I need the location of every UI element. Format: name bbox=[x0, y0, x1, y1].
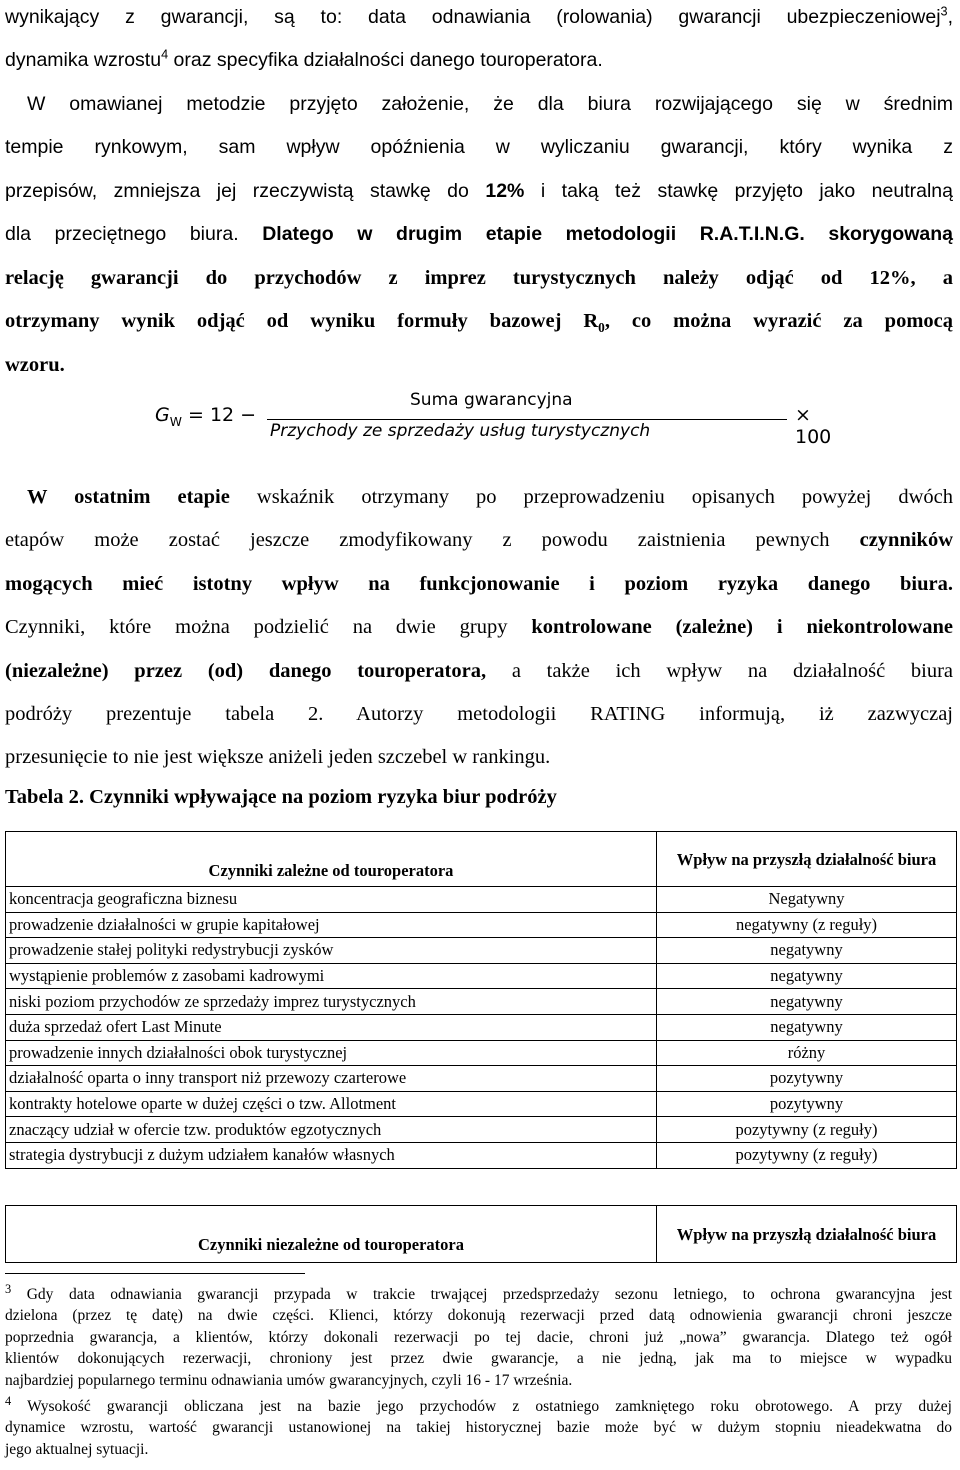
formula-denominator: Przychody ze sprzedaży usług turystycznych bbox=[270, 421, 651, 441]
formula-fraction-bar bbox=[267, 419, 787, 420]
intro-line-2: dynamika wzrostu$^4$ oraz specyfika działalności danego touroperatora. bbox=[5, 47, 603, 72]
footnote-separator bbox=[5, 1273, 305, 1274]
factor-cell: wystąpienie problemów z zasobami kadrowymi bbox=[6, 963, 657, 989]
table-row bbox=[6, 887, 957, 913]
dependent-factors-table bbox=[5, 831, 957, 1169]
method-line-3: przepisów, zmniejsza jej rzeczywistą stawkę do 12% i taką też stawkę przyjęto jako neutralną bbox=[5, 179, 953, 202]
intro-paragraph bbox=[5, 0, 953, 83]
dependent-factors-rows bbox=[6, 887, 957, 1169]
rating-formula bbox=[155, 388, 832, 448]
impact-cell: pozytywny (z reguły) bbox=[657, 1142, 957, 1168]
last-stage-line-1: W ostatnim etapie wskaźnik otrzymany po przeprowadzeniu opisanych powyżej dwóch bbox=[27, 486, 953, 508]
table-row bbox=[6, 1040, 957, 1066]
method-line-7: wzoru. bbox=[5, 353, 65, 376]
table-row bbox=[6, 938, 957, 964]
impact-cell: różny bbox=[657, 1040, 957, 1066]
impact-cell: Negatywny bbox=[657, 887, 957, 913]
method-line-6: otrzymany wynik odjąć od wyniku formuły bazowej $R_0$, co można wyrazić za pomocą bbox=[5, 310, 953, 336]
impact-cell: pozytywny bbox=[657, 1066, 957, 1092]
impact-cell: negatywny bbox=[657, 989, 957, 1015]
header-future-impact: Wpływ na przyszłą działalność biura bbox=[657, 1206, 957, 1263]
last-stage-line-5: (niezależne) przez (od) danego touroperatora, a także ich wpływ na działalność biura bbox=[5, 659, 954, 682]
impact-cell: pozytywny (z reguły) bbox=[657, 1117, 957, 1143]
factor-cell: duża sprzedaż ofert Last Minute bbox=[6, 1014, 657, 1040]
method-line-1: W omawianej metodzie przyjęto założenie, że dla biura rozwijającego się w średnim bbox=[27, 93, 953, 115]
header-future-impact: Wpływ na przyszłą działalność biura bbox=[657, 832, 957, 887]
table-row bbox=[6, 963, 957, 989]
last-stage-line-4: Czynniki, które można podzielić na dwie grupy kontrolowane (zależne) i niekontrolowane bbox=[5, 616, 953, 639]
footnote-3: $^3$ Gdy data odnawiania gwarancji przypada w trakcie trwającej przedsprzedaży sezonu letniego, to ochrona gwarancyjna jest dzielona (przez tę datę) na dwie części. Klienci, którzy dokonują rezerwacji przed datą odnowienia gwarancji chroni jeszcze poprzednia gwarancja, a klientów, którzy dokonali rezerwacji po tej dacie, chroni już „nowa” gwarancja. Dlatego też ogół klientów dokonujących rezerwacji, chroniony jest przez dwie gwarancje, a nie jedną, jak ma to miejsce w wypadku najbardziej popularnego terminu odnawiania umów gwarancyjnych, czyli 16 - 17 września. bbox=[5, 1281, 953, 1389]
last-stage-line-2: etapów może zostać jeszcze zmodyfikowany z powodu zaistnienia pewnych czynników bbox=[5, 529, 953, 552]
header-dependent-factors: Czynniki zależne od touroperatora bbox=[6, 832, 657, 887]
factor-cell: działalność oparta o inny transport niż przewozy czarterowe bbox=[6, 1066, 657, 1092]
impact-cell: pozytywny bbox=[657, 1091, 957, 1117]
independent-factors-table bbox=[5, 1205, 957, 1263]
table-row bbox=[6, 1091, 957, 1117]
table-caption: Tabela 2. Czynniki wpływające na poziom ryzyka biur podróży bbox=[5, 786, 557, 808]
footnote-mark-4: 4 bbox=[5, 1393, 12, 1408]
table-row bbox=[6, 912, 957, 938]
impact-cell: negatywny bbox=[657, 963, 957, 989]
formula-lhs: $G_W = 12$ − bbox=[155, 404, 257, 429]
table-row bbox=[6, 1014, 957, 1040]
method-line-4: dla przeciętnego biura. Dlatego w drugim etapie metodologii R.A.T.I.N.G. skorygowaną bbox=[5, 223, 953, 246]
last-stage-line-3: mogących mieć istotny wpływ na funkcjonowanie i poziom ryzyka danego biura. bbox=[5, 572, 953, 595]
factor-cell: prowadzenie innych działalności obok turystycznej bbox=[6, 1040, 657, 1066]
method-paragraph bbox=[5, 83, 953, 257]
impact-cell: negatywny bbox=[657, 938, 957, 964]
factor-cell: prowadzenie działalności w grupie kapitałowej bbox=[6, 912, 657, 938]
table-row bbox=[6, 989, 957, 1015]
footnote-ref-4[interactable]: 4 bbox=[161, 47, 169, 62]
method-line-5: relację gwarancji do przychodów z imprez turystycznych należy odjąć od 12%, a bbox=[5, 267, 953, 289]
last-stage-paragraph bbox=[5, 476, 953, 780]
last-stage-line-6: podróży prezentuje tabela 2. Autorzy metodologii RATING informują, iż zazwyczaj bbox=[5, 703, 953, 726]
factor-cell: niski poziom przychodów ze sprzedaży imprez turystycznych bbox=[6, 989, 657, 1015]
factor-cell: znaczący udział w ofercie tzw. produktów egzotycznych bbox=[6, 1117, 657, 1143]
header-independent-factors: Czynniki niezależne od touroperatora bbox=[6, 1206, 657, 1263]
footnote-ref-3[interactable]: 3 bbox=[940, 4, 948, 19]
footnote-mark-3: 3 bbox=[5, 1281, 12, 1296]
footnote-4: $^4$ Wysokość gwarancji obliczana jest na bazie jego przychodów z ostatniego zamkniętego roku obrotowego. A przy dużej dynamice wzrostu, wartość gwarancji ustanowionej na takiej historycznej bazie może być w dużym stopniu nieadekwatna do jego aktualnej sytuacji. bbox=[5, 1393, 952, 1458]
table-row bbox=[6, 1142, 957, 1168]
intro-line-1: wynikający z gwarancji, są to: data odnawiania (rolowania) gwarancji ubezpieczeniowej$^3$, bbox=[5, 4, 953, 28]
method-line-2: tempie rynkowym, sam wpływ opóźnienia w wyliczaniu gwarancji, który wynika z bbox=[5, 136, 953, 159]
impact-cell: negatywny bbox=[657, 1014, 957, 1040]
table-row bbox=[6, 1117, 957, 1143]
impact-cell: negatywny (z reguły) bbox=[657, 912, 957, 938]
factor-cell: strategia dystrybucji z dużym udziałem kanałów własnych bbox=[6, 1142, 657, 1168]
factor-cell: prowadzenie stałej polityki redystrybucji zysków bbox=[6, 938, 657, 964]
last-stage-line-7: przesunięcie to nie jest większe aniżeli jeden szczebel w rankingu. bbox=[5, 746, 551, 769]
factor-cell: kontrakty hotelowe oparte w dużej części o tzw. Allotment bbox=[6, 1091, 657, 1117]
factor-cell: koncentracja geograficzna biznesu bbox=[6, 887, 657, 913]
formula-numerator: Suma gwarancyjna bbox=[410, 390, 573, 410]
table-row bbox=[6, 1066, 957, 1092]
table-header-row bbox=[6, 832, 957, 887]
method-paragraph-bold bbox=[5, 257, 953, 387]
table-header-row bbox=[6, 1206, 957, 1263]
formula-rhs: × 100 bbox=[795, 404, 832, 448]
